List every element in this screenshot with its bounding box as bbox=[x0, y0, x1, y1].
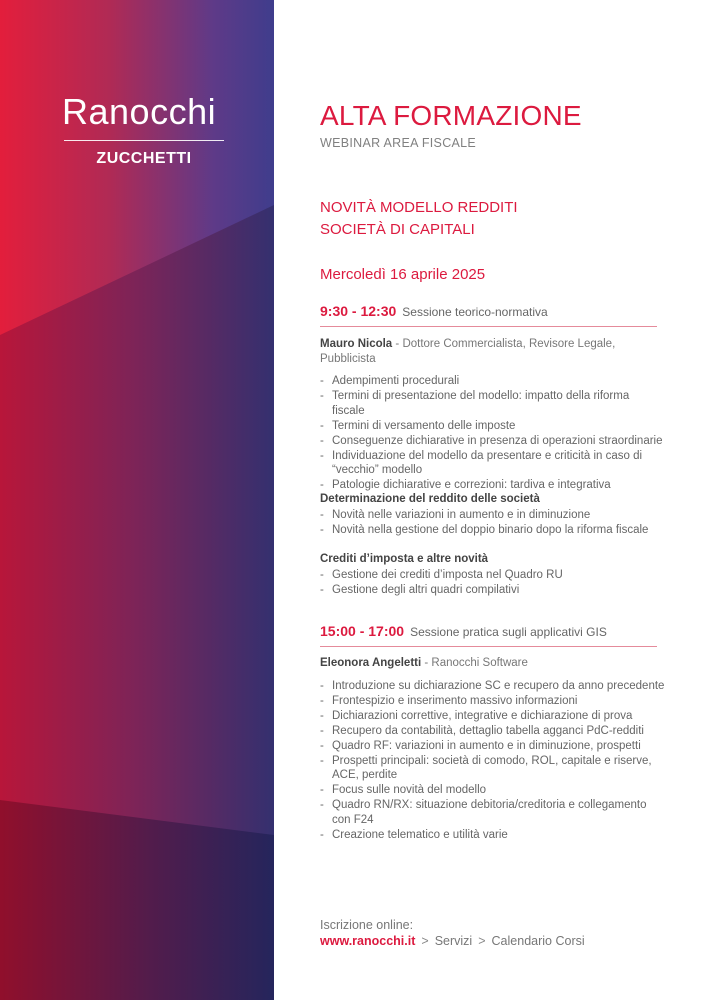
session2-header bbox=[320, 623, 660, 641]
list-item: - Creazione telematico e utilità varie bbox=[320, 828, 665, 843]
list-item: - Gestione degli altri quadri compilativi bbox=[320, 583, 665, 598]
signup-breadcrumb bbox=[320, 934, 585, 948]
list-item: - Patologie dichiarative e correzioni: tardiva e integrativa bbox=[320, 478, 665, 493]
list-item: - Termini di presentazione del modello: impatto della riforma fiscale bbox=[320, 389, 665, 419]
list-item: - Introduzione su dichiarazione SC e recupero da anno precedente bbox=[320, 679, 665, 694]
session1-speaker-name: Mauro Nicola bbox=[320, 338, 393, 350]
list-item: - Individuazione del modello da presentare e criticità in caso di “vecchio” modello bbox=[320, 449, 647, 479]
breadcrumb-calendario-corsi: Calendario Corsi bbox=[491, 934, 585, 948]
signup-label: Iscrizione online: bbox=[320, 918, 414, 932]
session2-topic-list bbox=[320, 679, 665, 843]
list-item: - Focus sulle novità del modello bbox=[320, 783, 665, 798]
section-list-crediti bbox=[320, 568, 665, 598]
list-item: - Novità nella gestione del doppio binario dopo la riforma fiscale bbox=[320, 523, 665, 538]
list-item: - Quadro RN/RX: situazione debitoria/creditoria e collegamento con F24 bbox=[320, 798, 662, 828]
course-title-line1: NOVITÀ MODELLO REDDITI bbox=[320, 199, 518, 216]
brand-sidebar bbox=[0, 0, 274, 1000]
session1-speaker-role: - Dottore Commercialista, Revisore Legale, Pubblicista bbox=[320, 338, 616, 365]
list-item: - Dichiarazioni correttive, integrative e dichiarazione di prova bbox=[320, 709, 665, 724]
list-item: - Novità nelle variazioni in aumento e in diminuzione bbox=[320, 508, 665, 523]
chevron-right-icon: > bbox=[421, 934, 429, 948]
session2-description: Sessione pratica sugli applicativi GIS bbox=[410, 625, 607, 639]
page-subtitle: WEBINAR AREA FISCALE bbox=[320, 136, 477, 150]
session2-speaker bbox=[320, 656, 640, 671]
session1-speaker bbox=[320, 337, 640, 367]
course-title-line2: SOCIETÀ DI CAPITALI bbox=[320, 221, 475, 238]
signup-website-link[interactable]: www.ranocchi.it bbox=[320, 934, 416, 948]
session2-divider bbox=[320, 646, 657, 647]
brand-logo-divider bbox=[64, 140, 224, 141]
list-item: - Recupero da contabilità, dettaglio tabella agganci PdC-redditi bbox=[320, 724, 665, 739]
list-item: - Prospetti principali: società di comodo, ROL, capitale e riserve, ACE, perdite bbox=[320, 754, 652, 784]
session2-time: 15:00 - 17:00 bbox=[320, 623, 405, 639]
session1-description: Sessione teorico-normativa bbox=[402, 305, 548, 319]
list-item: - Gestione dei crediti d’imposta nel Quadro RU bbox=[320, 568, 665, 583]
session1-divider bbox=[320, 326, 657, 327]
brand-logo-text: Ranocchi bbox=[62, 91, 217, 132]
session2-speaker-name: Eleonora Angeletti bbox=[320, 657, 422, 669]
section-heading-reddito: Determinazione del reddito delle società bbox=[320, 493, 540, 505]
list-item: - Quadro RF: variazioni in aumento e in diminuzione, prospetti bbox=[320, 739, 665, 754]
session1-topic-list bbox=[320, 374, 665, 493]
session2-speaker-role: - Ranocchi Software bbox=[421, 657, 528, 669]
session1-header bbox=[320, 303, 660, 321]
session1-time: 9:30 - 12:30 bbox=[320, 303, 397, 319]
list-item: - Adempimenti procedurali bbox=[320, 374, 665, 389]
chevron-right-icon: > bbox=[478, 934, 486, 948]
course-date: Mercoledì 16 aprile 2025 bbox=[320, 266, 486, 283]
list-item: - Conseguenze dichiarative in presenza di operazioni straordinarie bbox=[320, 434, 665, 449]
section-heading-crediti: Crediti d’imposta e altre novità bbox=[320, 553, 489, 565]
list-item: - Termini di versamento delle imposte bbox=[320, 419, 665, 434]
breadcrumb-servizi: Servizi bbox=[434, 934, 473, 948]
brand-logo-subtitle: ZUCCHETTI bbox=[96, 150, 192, 167]
section-list-reddito bbox=[320, 508, 665, 538]
list-item: - Frontespizio e inserimento massivo informazioni bbox=[320, 694, 665, 709]
page-title: ALTA FORMAZIONE bbox=[320, 100, 582, 131]
